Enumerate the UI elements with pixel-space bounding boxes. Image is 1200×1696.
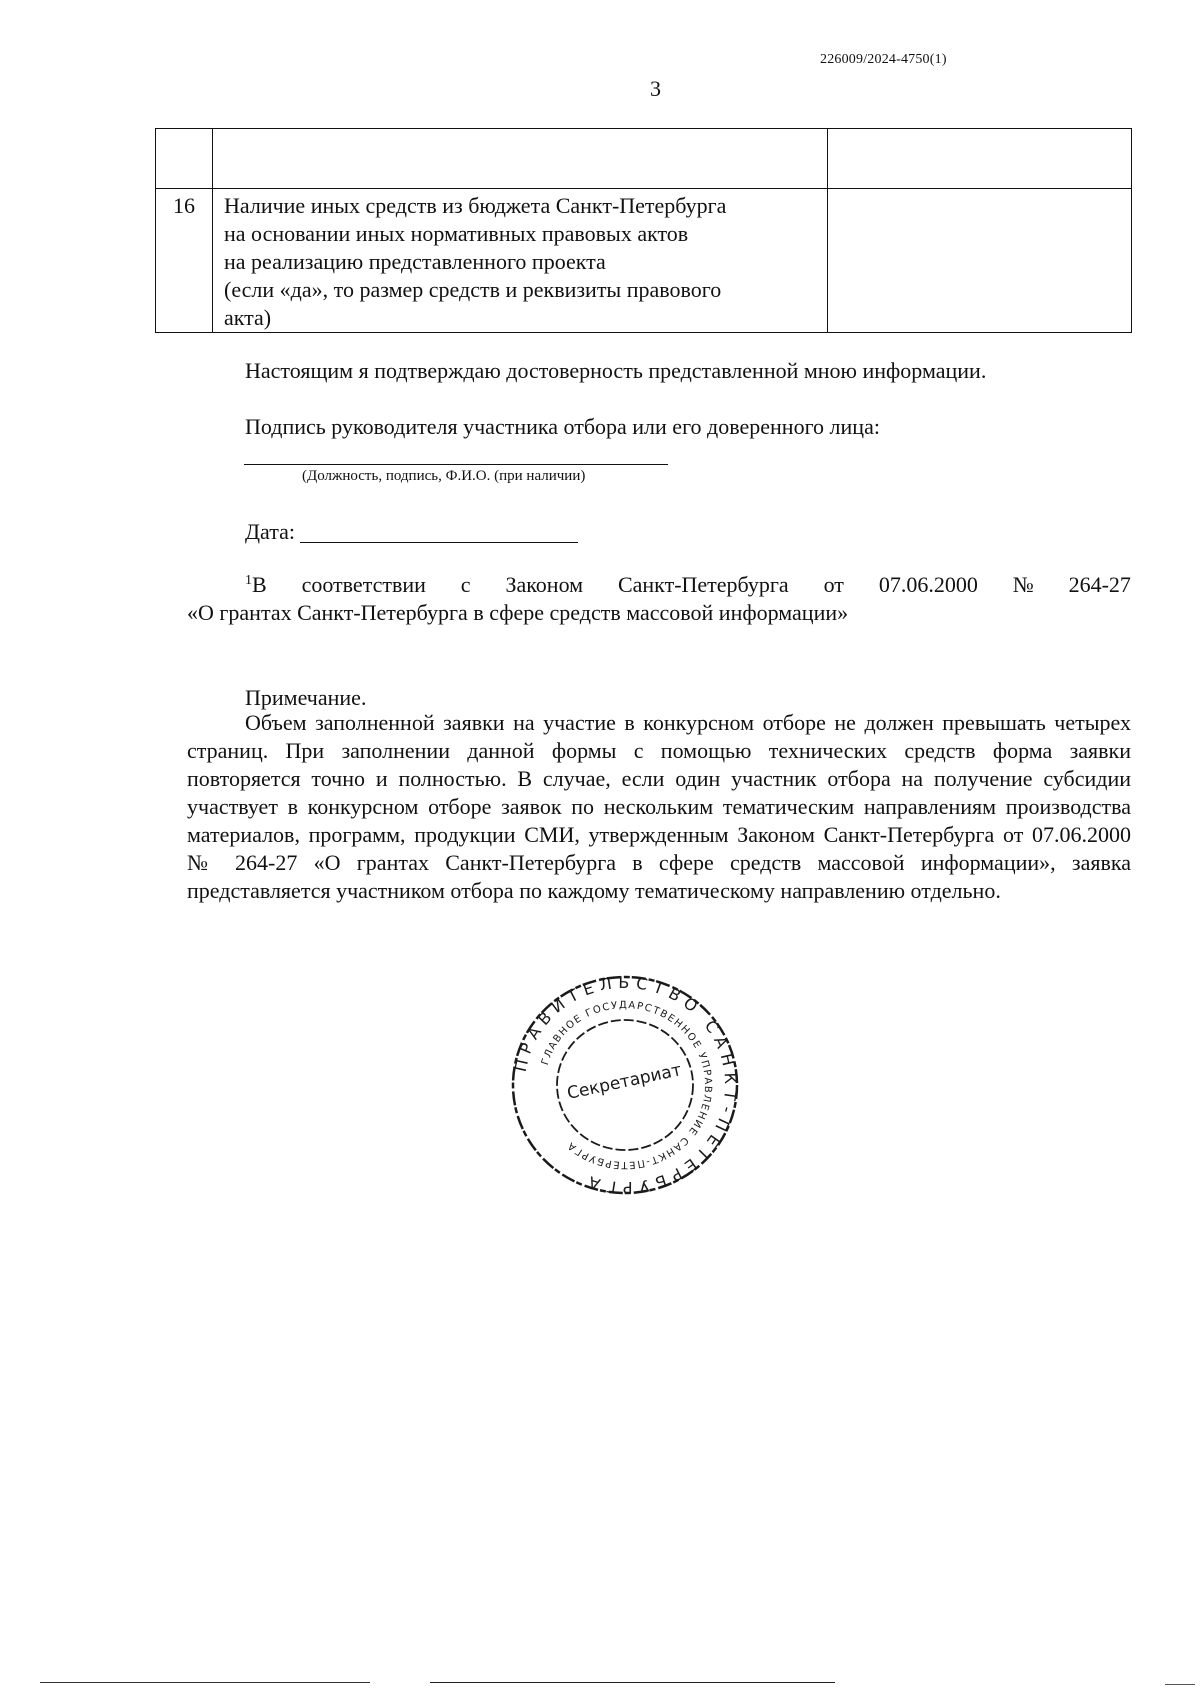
- row-question-line: акта): [224, 305, 272, 330]
- row-number: 16: [156, 189, 213, 333]
- footnote-word: 264-27: [1068, 572, 1131, 597]
- footnote-word: Санкт-Петербурга: [617, 572, 789, 597]
- table-cell: [156, 129, 213, 189]
- row-question-line: на основании иных нормативных правовых актов: [224, 221, 689, 246]
- signature-hint: (Должность, подпись, Ф.И.О. (при наличии): [302, 468, 586, 484]
- signature-label: Подпись руководителя участника отбора или его доверенного лица:: [245, 414, 880, 439]
- svg-text:ПРАВИТЕЛЬСТВО САНКТ-ПЕТЕРБУРГА: ПРАВИТЕЛЬСТВО САНКТ-ПЕТЕРБУРГА: [510, 974, 741, 1196]
- date-line: [300, 542, 578, 543]
- footnote-word: Законом: [505, 572, 584, 597]
- row-question: [213, 189, 828, 333]
- footnote-word: соответствии: [301, 572, 426, 597]
- table-row: [156, 129, 1132, 189]
- page-number: 3: [650, 76, 661, 101]
- footnote-marker: 1: [245, 573, 252, 588]
- footnote-word: №: [1012, 572, 1034, 597]
- table-cell: [213, 129, 828, 189]
- footnote-word: с: [460, 572, 471, 597]
- signature-line: [244, 464, 668, 465]
- footnote-word: 07.06.2000: [878, 572, 978, 597]
- note-body: Объем заполненной заявки на участие в конкурсном отборе не должен превышать четырех страниц. При заполнении данной формы с помощью технических средств форма заявки повторяется точно и полностью. В случае, если один участник отбора на получение субсидии участвует в конкурсном отборе заявок по нескольким тематическим направлениям производства материалов, программ, продукции СМИ, утвержденным Законом Санкт-Петербурга от 07.06.2000 № 264-27 «О грантах Санкт-Петербурга в сфере средств массовой информации», заявка представляется участником отбора по каждому тематическому направлению отдельно.: [187, 710, 1131, 903]
- svg-text:ГЛАВНОЕ ГОСУДАРСТВЕННОЕ УПРАВЛ: ГЛАВНОЕ ГОСУДАРСТВЕННОЕ УПРАВЛЕНИЕ САНКТ-ПЕТЕРБУРГА: [539, 999, 714, 1171]
- row-question-line: (если «да», то размер средств и реквизиты правового: [224, 277, 722, 302]
- footnote-word: от: [823, 572, 844, 597]
- row-question-line: на реализацию представленного проекта: [224, 249, 606, 274]
- footnote-line: [187, 571, 1131, 599]
- application-table: [155, 128, 1132, 333]
- table-row: [156, 189, 1132, 333]
- confirmation-statement: Настоящим я подтверждаю достоверность представленной мною информации.: [245, 358, 987, 383]
- footnote: [187, 571, 1131, 627]
- official-seal-stamp: [508, 974, 742, 1196]
- row-question-line: Наличие иных средств из бюджета Санкт-Петербурга: [224, 193, 727, 218]
- scan-edge-line: [430, 1682, 835, 1683]
- svg-text:Секретариат: Секретариат: [565, 1060, 684, 1104]
- scan-edge-line: [1165, 1684, 1195, 1685]
- footnote-word: $^1$В: [245, 572, 267, 597]
- footnote-line: «О грантах Санкт-Петербурга в сфере средств массовой информации»: [187, 600, 849, 625]
- table-cell: [828, 129, 1132, 189]
- row-answer-cell: [828, 189, 1132, 333]
- document-number: 226009/2024-4750(1): [820, 52, 947, 67]
- date-label: Дата:: [245, 519, 295, 544]
- note-title: Примечание.: [245, 685, 367, 710]
- scan-edge-line: [40, 1682, 370, 1683]
